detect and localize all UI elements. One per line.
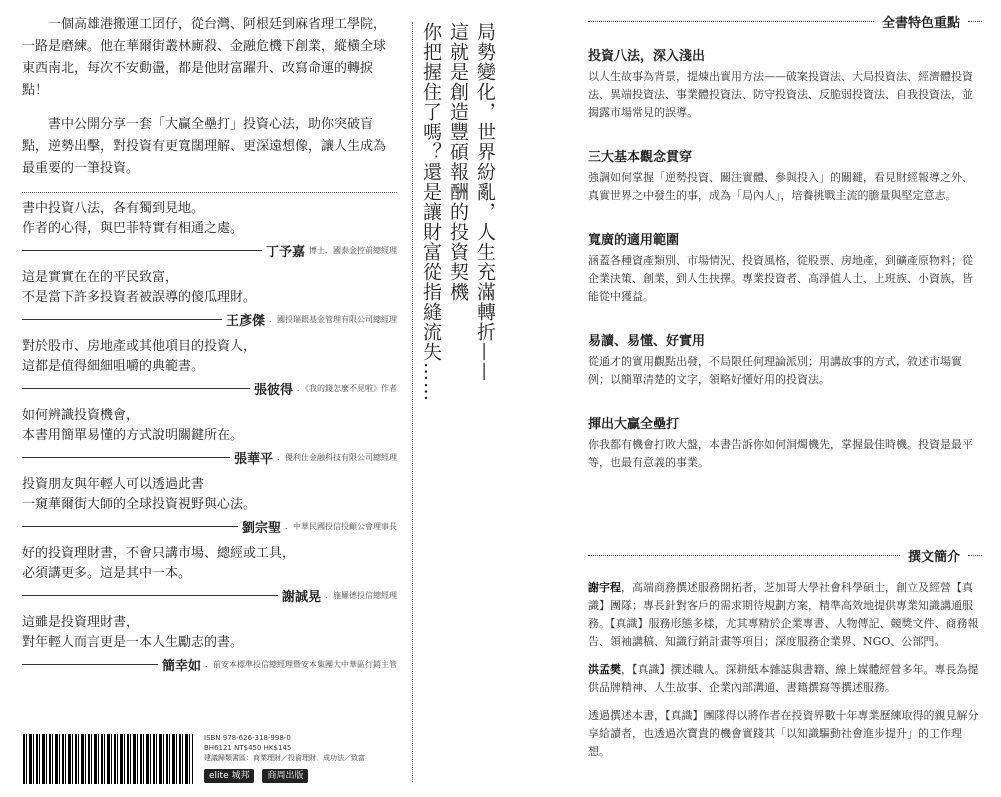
endorsement bbox=[22, 406, 397, 465]
feature-title: 投資八法，深入淺出 bbox=[588, 49, 706, 64]
feature-title: 寬廣的適用範圍 bbox=[588, 233, 680, 248]
endorser-role: ．前安本標準投信總經理暨安本集團大中華區行銷主管 bbox=[205, 659, 397, 669]
intro bbox=[22, 14, 397, 180]
endorsement-text: 一窺華爾街大師的全球投資視野與心法。 bbox=[22, 497, 257, 512]
header-rule-left bbox=[588, 21, 874, 22]
signature-rule bbox=[22, 250, 262, 251]
endorser-role: ．國投瑞銀基金管理有限公司總經理 bbox=[269, 314, 397, 324]
endorsement-text: 這雖是投資理財書， bbox=[22, 615, 140, 630]
endorsement-signature bbox=[22, 242, 397, 258]
feature-text: 你我都有機會打敗大盤，本書告訴你如何洞燭機先，掌握最佳時機。投資是最平等，也最有意義的事業。 bbox=[588, 438, 973, 469]
feature-item bbox=[588, 413, 982, 472]
author-name: 謝宇程 bbox=[588, 581, 621, 594]
authors-section bbox=[588, 546, 982, 771]
feature-item bbox=[588, 229, 982, 306]
author-list bbox=[588, 579, 982, 761]
endorser-name: 劉宗聖 bbox=[241, 520, 281, 536]
header-rule-right bbox=[968, 555, 982, 556]
endorsement-text: 作者的心得，與巴菲特實有相通之處。 bbox=[22, 221, 244, 236]
endorser-role: ．《我的錢怎麼不見啦》作者 bbox=[297, 383, 397, 393]
signature-rule bbox=[22, 319, 222, 320]
endorsement-list bbox=[22, 199, 397, 672]
endorsement-text: 好的投資理財書，不會只講市場、總經或工具， bbox=[22, 546, 296, 561]
feature-item bbox=[588, 45, 982, 122]
isbn-line: ISBN 978-626-318-998-0 bbox=[204, 734, 291, 742]
feature-title: 三大基本觀念貫穿 bbox=[588, 150, 693, 165]
endorsement bbox=[22, 337, 397, 396]
endorsement-text: 這是實實在在的平民致富， bbox=[22, 270, 179, 285]
barcode-area bbox=[22, 733, 365, 785]
vertical-tagline bbox=[417, 22, 498, 782]
author-text: 透過撰述本書，【真識】團隊得以將作者在投資界數十年專業歷練取得的親見解分享給讀者，也透過次寶貴的機會實踐其「以知識驅動社會進步提升」的工作理想。 bbox=[588, 709, 979, 758]
endorser-name: 張彼得 bbox=[253, 382, 293, 398]
endorser-name: 王彥傑 bbox=[225, 313, 265, 329]
price-line: BH6121 NT$450 HK$145 bbox=[204, 744, 292, 752]
endorsement-signature bbox=[22, 518, 397, 534]
feature-text: 以人生故事為背景，提煉出實用方法——破案投資法、大局投資法、經濟體投資法、異端投資法、事業體投資法、防守投資法、反脆弱投資法、自我投資法，並揭露市場常見的誤導。 bbox=[588, 70, 973, 119]
endorsement bbox=[22, 199, 397, 258]
author-text: ，高端商務撰述服務開拓者，芝加哥大學社會科學碩士，創立及經營【真識】團隊；專長針對客戶的需求期待規劃方案，精準高效地提供專業知識講通服務。【真識】服務形態多樣，尤其專精於企業專書、人物傳記、競獎文件、商務報告、領袖講稿、知識行銷計畫等項目；深度服務企業界、NGO、公部門。 bbox=[588, 581, 979, 648]
category-line: 建議歸類書區：商業理財／投資理財．成功法／致富 bbox=[204, 754, 365, 762]
tagline-line: 這就是創造豐碩報酬的投資契機 bbox=[447, 22, 469, 302]
endorsement-text: 必須講更多。這是其中一本。 bbox=[22, 566, 192, 581]
endorser-role: ．中華民國投信投顧公會理事長 bbox=[285, 521, 397, 531]
author-bio bbox=[588, 707, 982, 761]
endorser-name: 丁予嘉 bbox=[265, 244, 305, 260]
barcode bbox=[22, 733, 194, 785]
endorsement-signature bbox=[22, 656, 397, 672]
features-column bbox=[588, 12, 982, 496]
feature-title: 揮出大贏全壘打 bbox=[588, 417, 680, 432]
tagline-line: 你把握住了嗎？還是讓財富從指縫流失…… bbox=[420, 22, 442, 402]
isbn-block bbox=[204, 733, 365, 783]
feature-text: 強調如何掌握「逆勢投資、關注實體、參與投入」的關鍵，看見財經報導之外、真實世界之中發生的事，成為「局內人」，培養挑戰主流的膽量與堅定意志。 bbox=[588, 171, 973, 202]
endorsement-text: 對於股市、房地產或其他項目的投資人， bbox=[22, 339, 257, 354]
signature-rule bbox=[22, 595, 278, 596]
intro-paragraph: 書中公開分享一套「大贏全壘打」投資心法，助你突破盲點，逆勢出擊，對投資有更寬闊理解、更深遠想像，讓人生成為最重要的一筆投資。 bbox=[22, 117, 387, 176]
header-rule-left bbox=[588, 555, 900, 556]
endorsement-text: 對年輕人而言更是一本人生勵志的書。 bbox=[22, 635, 244, 650]
signature-rule bbox=[22, 388, 250, 389]
author-name: 洪孟樊 bbox=[588, 663, 621, 676]
endorsement-signature bbox=[22, 449, 397, 465]
divider bbox=[22, 192, 397, 193]
elite-logo: elite 城邦 bbox=[204, 769, 254, 783]
endorsement-signature bbox=[22, 587, 397, 603]
feature-title: 易讀、易懂、好實用 bbox=[588, 334, 706, 349]
header-rule-right bbox=[968, 21, 982, 22]
signature-rule bbox=[22, 664, 158, 665]
feature-text: 涵蓋各種資產類別、市場情況、投資風格，從股票、房地產，到礦產原物料；從企業決策、創業，到人生抉擇。專業投資者、高淨值人士、上班族、小資族，皆能從中獲益。 bbox=[588, 254, 973, 303]
endorsement-signature bbox=[22, 311, 397, 327]
endorsement-text: 本書用簡單易懂的方式說明關鍵所在。 bbox=[22, 428, 244, 443]
publisher-logo: 商周出版 bbox=[262, 769, 308, 783]
endorser-role: 博士．國泰金控前總經理 bbox=[309, 245, 397, 255]
endorsement-text: 投資朋友與年輕人可以透過此書 bbox=[22, 477, 205, 492]
author-bio bbox=[588, 579, 982, 651]
endorsement-text: 不是當下許多投資者被誤導的傻瓜理財。 bbox=[22, 290, 257, 305]
authors-title: 撰文簡介 bbox=[907, 550, 960, 565]
feature-list bbox=[588, 45, 982, 472]
endorser-role: ．施羅德投信總經理 bbox=[325, 590, 397, 600]
features-title: 全書特色重點 bbox=[881, 16, 960, 31]
feature-text: 從通才的實用觀點出發，不局限任何理論派別；用講故事的方式，敘述市場實例；以簡單清楚的文字，領略好懂好用的投資法。 bbox=[588, 355, 962, 386]
left-column bbox=[22, 14, 397, 789]
feature-item bbox=[588, 330, 982, 389]
endorser-name: 簡幸如 bbox=[161, 658, 201, 674]
features-header bbox=[588, 12, 982, 31]
endorsement bbox=[22, 613, 397, 672]
signature-rule bbox=[22, 526, 238, 527]
tagline-line: 局勢變化，世界紛亂，人生充滿轉折—— bbox=[474, 22, 496, 382]
author-text: ，【真識】撰述職人。深耕紙本雜誌與書籍、線上媒體經營多年。專長為提供品牌精神、人生故事、企業內部溝通、書籍撰寫等撰述服務。 bbox=[588, 663, 979, 694]
endorsement-text: 這都是值得細細咀嚼的典範書。 bbox=[22, 359, 205, 374]
feature-item bbox=[588, 146, 982, 205]
author-bio bbox=[588, 661, 982, 697]
endorsement bbox=[22, 544, 397, 603]
authors-header bbox=[588, 546, 982, 565]
endorser-role: ．優利仕金融科技有限公司總經理 bbox=[277, 452, 397, 462]
endorsement-text: 書中投資八法，各有獨到見地。 bbox=[22, 201, 205, 216]
endorser-name: 張華平 bbox=[233, 451, 273, 467]
endorsement bbox=[22, 268, 397, 327]
publisher-logos bbox=[204, 769, 365, 783]
endorsement bbox=[22, 475, 397, 534]
signature-rule bbox=[22, 457, 230, 458]
endorsement-signature bbox=[22, 380, 397, 396]
intro-paragraph: 一個高雄港搬運工囝仔，從台灣、阿根廷到麻省理工學院，一路是磨練。他在華爾街叢林廝殺、金融危機下創業，縱橫全球東西南北，每次不安動盪，都是他財富躍升、改寫命運的轉捩點！ bbox=[22, 17, 387, 98]
endorser-name: 謝誠晃 bbox=[281, 589, 321, 605]
endorsement-text: 如何辨識投資機會， bbox=[22, 408, 140, 423]
spine-column bbox=[412, 22, 508, 782]
